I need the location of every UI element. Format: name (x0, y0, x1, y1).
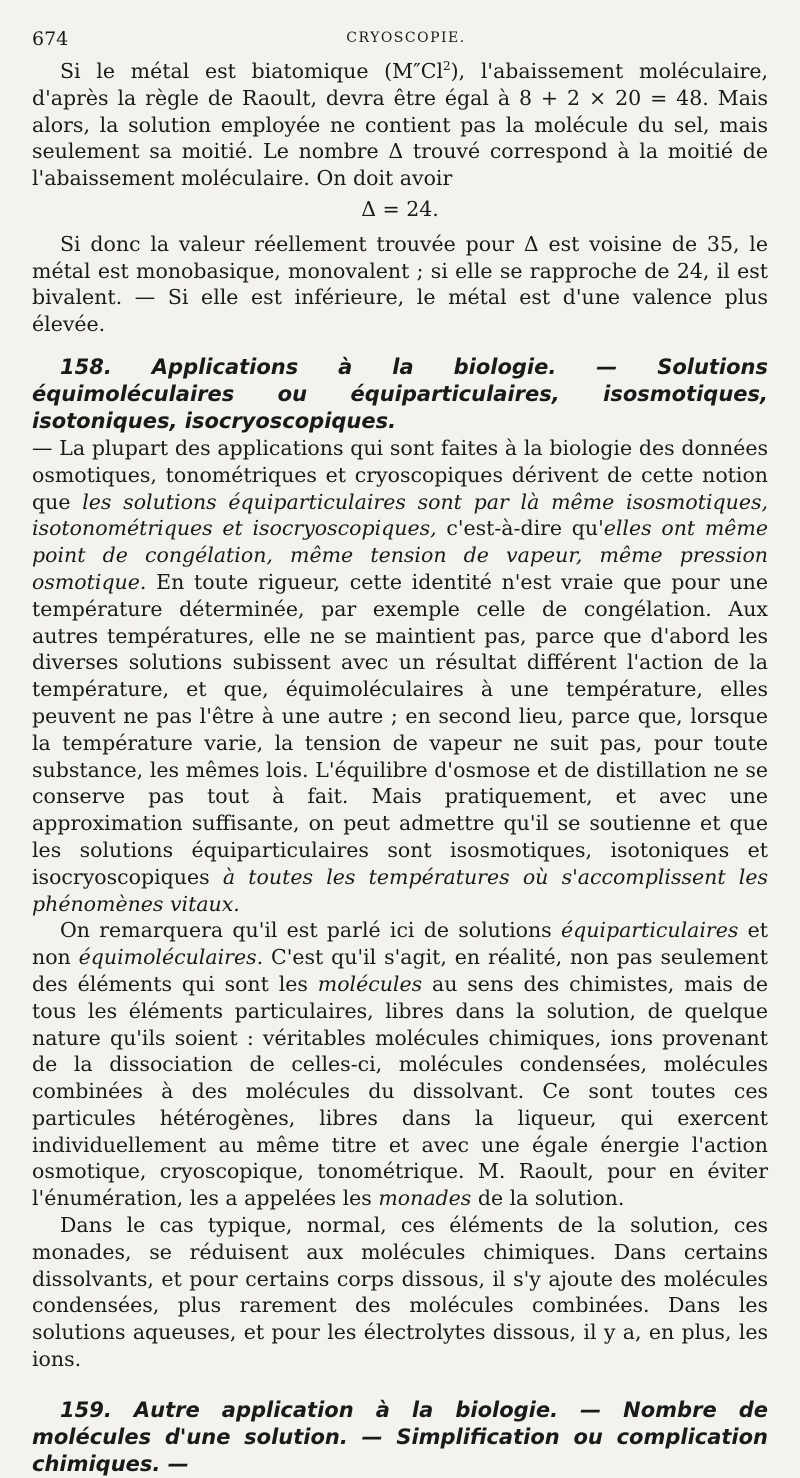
page-number: 674 (32, 28, 69, 50)
running-head: CRYOSCOPIE. (346, 30, 466, 46)
page-header (32, 28, 780, 54)
intro-text-b: ), l'abaissement moléculaire, d'après la règle de Raoult, devra être égal à 8 + 2 × 20 = 48. Mais alors, la solution employée ne contient pas la molécule du sel, mais seulement sa moitié. Le nombre Δ trouvé correspond à la moitié de l'abaissement moléculaire. On doit avoir (32, 59, 768, 191)
section-158-paragraph-2: On remarquera qu'il est parlé ici de solutions équiparticulaires et non équimoléculaires. C'est qu'il s'agit, en réalité, non pas seulement des éléments qui sont les molécules au sens des chimistes, mais de tous les éléments particulaires, libres dans la solution, de quelque nature qu'ils soient : véritables molécules chimiques, ions provenant de la dissociation de celles-ci, molécules condensées, molécules combinées à des molécules du dissolvant. Ce sont toutes ces particules hétérogènes, libres dans la liqueur, qui exercent individuellement au même titre et avec une égale énergie l'action osmotique, cryoscopique, tonométrique. M. Raoult, pour en éviter l'énumération, les a appelées les monades de la solution. (32, 918, 769, 1211)
section-158-heading (32, 354, 768, 435)
section-number: 158. (60, 354, 112, 379)
intro-text-a: Si le métal est biatomique (M″Cl (60, 59, 444, 83)
superscript: 2 (443, 59, 451, 74)
section-number: 159. (60, 1397, 112, 1422)
formula: Δ = 24. (361, 196, 439, 221)
section-158-paragraph-1: — La plupart des applications qui sont faites à la biologie des données osmotiques, tonométriques et cryoscopiques dérivent de cette notion que les solutions équiparticulaires sont par là même isosmotiques, isotonométriques et isocryoscopiques, c'est-à-dire qu'elles ont même point de congélation, même tension de vapeur, même pression osmotique. En toute rigueur, cette identité n'est vraie que pour une température déterminée, par exemple celle de congélation. Aux autres températures, elle ne se maintient pas, parce que d'abord les diverses solutions subissent avec un résultat différent l'action de la température, et que, équimoléculaires à une température, elles peuvent ne pas l'être à une autre ; en second lieu, parce que, lorsque la température varie, la tension de vapeur ne suit pas, pour toute substance, les mêmes lois. L'équilibre d'osmose et de distillation ne se conserve pas tout à fait. Mais pratiquement, et avec une approximation suffisante, on peut admettre qu'il se soutienne et que les solutions équiparticulaires sont isosmotiques, isotoniques et isocryoscopiques à toutes les températures où s'accomplissent les phénomènes vitaux. (32, 435, 769, 916)
section-title: Applications à la biologie. — Solutions équimoléculaires ou équiparticulaires, isosmotiques, isotoniques, isocryoscopiques. (32, 354, 769, 433)
section-158-paragraph-3: Dans le cas typique, normal, ces éléments de la solution, ces monades, se réduisent aux molécules chimiques. Dans certains dissolvants, et pour certains corps dissous, il s'y ajoute des molécules condensées, plus rarement des molécules combinées. Dans les solutions aqueuses, et pour les électrolytes dissous, il y a, en plus, les ions. (32, 1213, 768, 1372)
section-159-heading (32, 1397, 768, 1478)
intro-paragraph-2: Si donc la valeur réellement trouvée pour Δ est voisine de 35, le métal est monobasique, monovalent ; si elle se rapproche de 24, il est bivalent. — Si elle est inférieure, le métal est d'une valence plus élevée. (32, 231, 768, 337)
section-title: Autre application à la biologie. — Nombre de molécules d'une solution. — Simplification ou complication chimiques. — (32, 1397, 769, 1476)
intro-paragraph-1 (32, 58, 768, 192)
page-body (32, 58, 768, 1478)
